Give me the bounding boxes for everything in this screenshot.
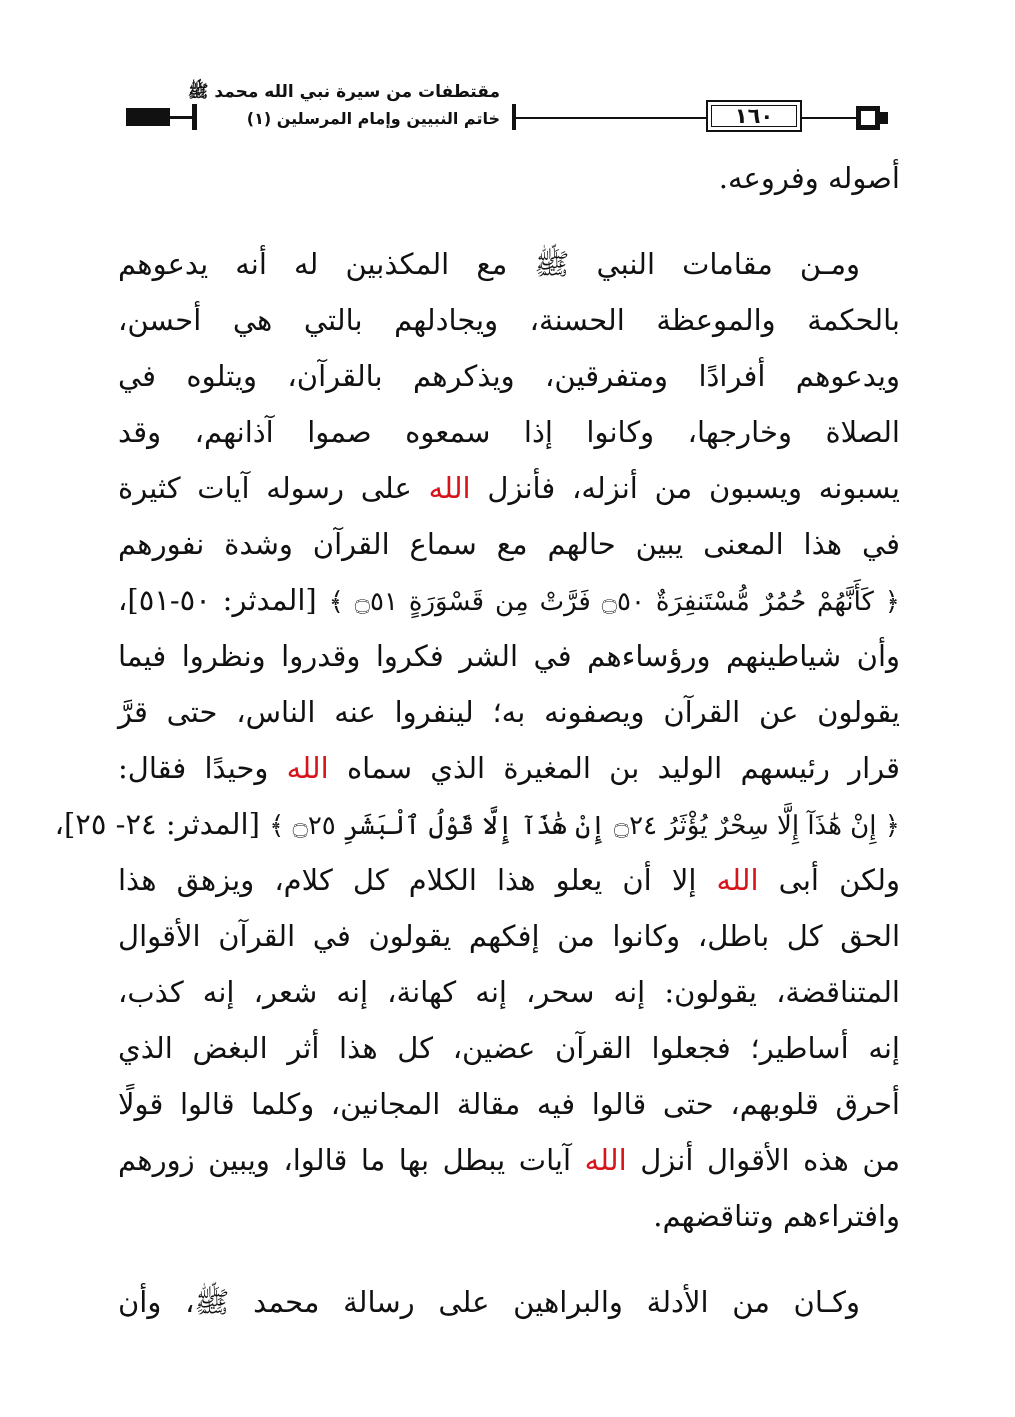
text-line: وأن شياطينهم ورؤساءهم في الشر فكروا وقدروا ونظروا فيما bbox=[118, 639, 900, 673]
text-line bbox=[118, 740, 900, 796]
text-line: بالحكمة والموعظة الحسنة، ويجادلهم بالتي هي أحسن، bbox=[118, 303, 900, 337]
divine-name: الله bbox=[716, 863, 759, 897]
quran-verse: ﴿ كَأَنَّهُمْ حُمُرٌ مُّسْتَنفِرَةٌ ۝٥٠ فَرَّتْ مِن قَسْوَرَةٍ ۝٥١ ﴾ bbox=[328, 587, 901, 617]
divine-name: الله bbox=[584, 1143, 627, 1177]
quran-verse: ﴿ إِنْ هَٰذَآ إِلَّا سِحْرٌ يُؤْثَرُ ۝٢٤ إِنْ هَٰذَآ إِلَّا قَوْلُ ٱلْبَشَرِ ۝٢٥ ﴾ bbox=[269, 811, 900, 841]
page-body bbox=[54, 150, 901, 1330]
page-number-frame bbox=[706, 100, 802, 132]
header-ornament-block bbox=[126, 108, 170, 126]
header-rule bbox=[802, 117, 856, 119]
running-title bbox=[187, 78, 500, 132]
page-number: ١٦٠ bbox=[734, 104, 774, 128]
text-line bbox=[118, 852, 900, 908]
text-line: يقولون عن القرآن ويصفونه به؛ لينفروا عنه الناس، حتى قرَّ bbox=[118, 695, 900, 729]
text-span: على رسوله آيات كثيرة bbox=[118, 471, 429, 505]
text-span: قرار رئيسهم الوليد بن المغيرة الذي سماه bbox=[328, 751, 901, 785]
text-line: أصوله وفروعه. bbox=[718, 161, 900, 195]
header-rule bbox=[516, 117, 706, 119]
text-span: وكـان من الأدلة والبراهين على رسالة محمد ﷺ، وأن bbox=[118, 1285, 860, 1319]
text-line: إنه أساطير؛ فجعلوا القرآن عضين، كل هذا أثر البغض الذي bbox=[118, 1031, 900, 1065]
text-line bbox=[118, 460, 900, 516]
text-line: الحق كل باطل، وكانوا من إفكهم يقولون في القرآن الأقوال bbox=[118, 919, 900, 953]
quran-citation-line bbox=[118, 572, 900, 628]
text-line: في هذا المعنى يبين حالهم مع سماع القرآن وشدة نفورهم bbox=[118, 527, 900, 561]
text-line: ويدعوهم أفرادًا ومتفرقين، ويذكرهم بالقرآن، ويتلوه في bbox=[118, 359, 900, 393]
header-ornament-tick bbox=[880, 112, 888, 124]
text-span: ولكن أبى bbox=[758, 863, 901, 897]
quran-citation-line bbox=[54, 796, 900, 852]
text-span: آيات يبطل بها ما قالوا، ويبين زورهم bbox=[118, 1143, 585, 1177]
text-line: وافتراءهم وتناقضهم. bbox=[653, 1199, 900, 1233]
running-title-line1: مقتطفات من سيرة نبي الله محمد ﷺ bbox=[187, 82, 500, 102]
text-line bbox=[118, 1132, 900, 1188]
text-line: المتناقضة، يقولون: إنه سحر، إنه كهانة، إنه شعر، إنه كذب، bbox=[118, 975, 900, 1009]
header-ornament-bar bbox=[192, 104, 197, 130]
text-line: أحرق قلوبهم، حتى قالوا فيه مقالة المجانين، وكلما قالوا قولًا bbox=[118, 1087, 900, 1121]
text-span: من هذه الأقوال أنزل bbox=[626, 1143, 900, 1177]
text-line: الصلاة وخارجها، وكانوا إذا سمعوه صموا آذانهم، وقد bbox=[118, 415, 900, 449]
text-span: وحيدًا فقال: bbox=[118, 751, 287, 785]
verse-reference: [المدثر: ٥٠-٥١]، bbox=[118, 583, 317, 617]
header-ornament-square bbox=[856, 106, 880, 130]
paragraph-first-line bbox=[118, 1274, 900, 1330]
text-span: إلا أن يعلو هذا الكلام كل كلام، ويزهق هذا bbox=[118, 863, 717, 897]
divine-name: الله bbox=[286, 751, 329, 785]
text-span: يسبونه ويسبون من أنزله، فأنزل bbox=[470, 471, 901, 505]
text-span: ومـن مقامات النبي ﷺ مع المكذبين له أنه يدعوهم bbox=[118, 247, 860, 281]
paragraph-first-line bbox=[118, 236, 900, 292]
page-header bbox=[118, 78, 900, 144]
divine-name: الله bbox=[428, 471, 471, 505]
running-title-line2: خاتم النبيين وإمام المرسلين (١) bbox=[246, 109, 500, 128]
verse-reference: [المدثر: ٢٤- ٢٥]، bbox=[54, 807, 260, 841]
